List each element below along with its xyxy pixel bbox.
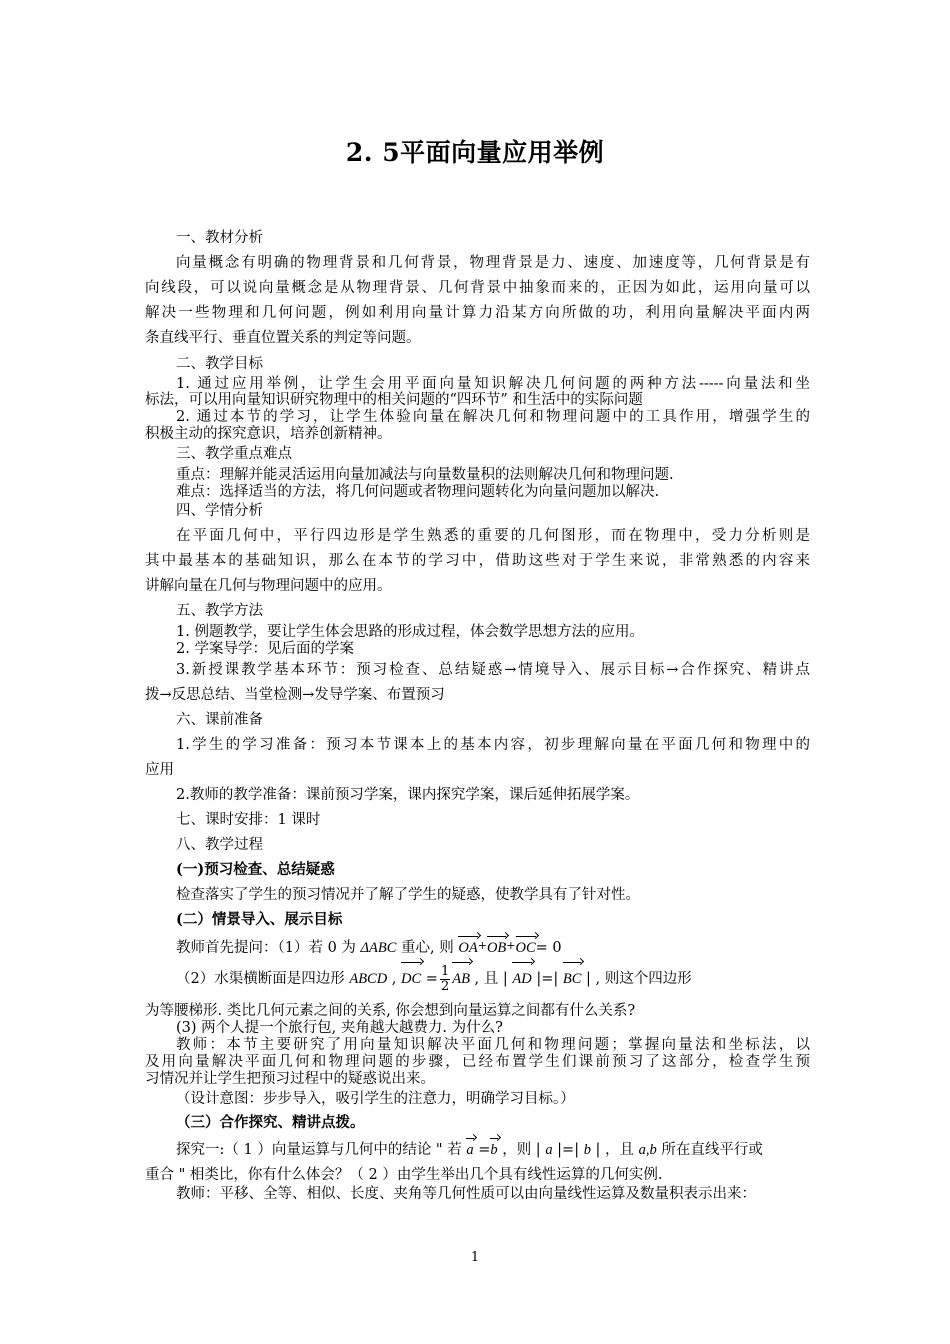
quad-abcd: ABCD: [349, 971, 388, 987]
paragraph-line: 检查落实了学生的预习情况并了解了学生的疑惑，使教学具有了针对性。: [176, 887, 640, 903]
section-heading: 六、课前准备: [176, 712, 263, 728]
paragraph-line: 重合 " 相类比，你有什么体会？（ 2 ）由学生举出几个具有线性运算的几何实例.: [145, 1167, 663, 1183]
fraction-half: [440, 965, 450, 994]
vector-ad: AD: [512, 964, 531, 994]
prep-item: 2.教师的教学准备：课前预习学案，课内探究学案，课后延伸拓展学案。: [176, 787, 640, 803]
section-heading: 二、教学目标: [176, 356, 263, 372]
text-span: , 且 |: [469, 971, 513, 987]
subsection-heading: （三）合作探究、精讲点拨。: [176, 1114, 365, 1131]
design-intent: （设计意图：步步导入，吸引学生的注意力，明确学习目标。）: [176, 1091, 575, 1107]
paragraph-line: 标法，可以用向量知识研究物理中的相关问题的“四环节” 和生活中的实际问题: [145, 392, 643, 408]
text-span: 重心, 则: [396, 940, 459, 956]
var-ab: a,b: [638, 1142, 657, 1158]
subsection-heading: (二）情景导入、展示目标: [176, 911, 343, 928]
method-item: 3.新授课教学基本环节：预习检查、总结疑惑→情境导入、展示目标→合作探究、精讲点: [176, 662, 810, 678]
paragraph-line: 向线段，可以说向量概念是从物理背景、几何背景中抽象而来的，正因为如此，运用向量可以: [145, 280, 810, 296]
vector-dc: DC: [401, 964, 421, 994]
question-1: [176, 936, 810, 958]
paragraph-line: 为等腰梯形. 类比几何元素之间的关系, 你会想到向量运算之间都有什么关系?: [145, 1003, 636, 1019]
plus-sign: +: [506, 939, 516, 952]
equals-sign: =: [425, 971, 438, 987]
text-span: |=|: [552, 1142, 584, 1158]
text-span: （2）水渠横断面是四边形: [176, 971, 350, 987]
text-span: ,: [387, 971, 402, 987]
question-3: (3) 两个人提一个旅行包, 夹角越大越费力. 为什么?: [176, 1020, 503, 1036]
var-b: b: [583, 1142, 591, 1158]
vector-oc: OC: [515, 940, 536, 956]
var-a: a: [545, 1142, 553, 1158]
exploration-1: [176, 1140, 810, 1160]
equals-sign: =: [478, 1142, 491, 1158]
section-heading: 五、教学方法: [176, 603, 263, 619]
paragraph-line: 教师：本节主要研究了用向量知识解决平面几何和物理问题；掌握向量法和坐标法，以: [176, 1037, 810, 1053]
paragraph-line: 讲解向量在几何与物理问题中的应用。: [145, 578, 392, 594]
fraction-numerator: 1: [440, 963, 450, 979]
vector-bc: BC: [563, 964, 582, 994]
section-heading: 一、教材分析: [176, 230, 263, 246]
triangle-symbol: ΔABC: [360, 940, 397, 956]
method-item: 1. 例题教学，要让学生体会思路的形成过程，体会数学思想方法的应用。: [176, 624, 644, 640]
text-span: 所在直线平行或: [656, 1142, 763, 1158]
vector-ab: AB: [452, 964, 470, 994]
paragraph-line: 习情况并让学生把预习过程中的疑惑说出来。: [145, 1071, 435, 1087]
prep-item: 应用: [145, 762, 174, 778]
text-span: 探究一:（ 1 ）向量运算与几何中的结论 " 若: [176, 1142, 467, 1158]
text-span: | , 则这个四边形: [581, 971, 692, 987]
vector-a: a: [466, 1142, 474, 1158]
prep-item: 1.学生的学习准备：预习本节课本上的基本内容，初步理解向量在平面几何和物理中的: [176, 737, 810, 753]
plus-sign: +: [477, 939, 487, 952]
text-span: |=|: [531, 971, 563, 987]
paragraph-line: 解决一些物理和几何问题，例如利用向量计算力沿某方向所做的功，利用向量解决平面内两: [145, 305, 810, 321]
paragraph-line: 积极主动的探究意识，培养创新精神。: [145, 426, 392, 442]
page-title: 2. 5平面向量应用举例: [345, 138, 605, 167]
question-2: [176, 964, 810, 994]
difficult-point: 难点：选择适当的方法，将几何问题或者物理问题转化为向量问题加以解决.: [176, 484, 660, 500]
text-span: 教师首先提问：（1）若 0 为: [176, 940, 361, 956]
subsection-heading: (一)预习检查、总结疑惑: [176, 861, 335, 878]
paragraph-line: 教师：平移、全等、相似、长度、夹角等几何性质可以由向量线性运算及数量积表示出来：: [176, 1186, 756, 1202]
method-item: 拨→反思总结、当堂检测→发导学案、布置预习: [145, 687, 445, 703]
key-point: 重点：理解并能灵活运用向量加减法与向量数量积的法则解决几何和物理问题.: [176, 467, 674, 483]
paragraph-line: 1. 通过应用举例，让学生会用平面向量知识解决几何问题的两种方法-----向量法和坐: [176, 376, 810, 392]
paragraph-line: 在平面几何中，平行四边形是学生熟悉的重要的几何图形，而在物理中，受力分析则是: [176, 528, 810, 544]
section-heading: 七、课时安排：1 课时: [176, 812, 321, 828]
paragraph-line: 2. 通过本节的学习，让学生体验向量在解决几何和物理问题中的工具作用，增强学生的: [176, 409, 810, 425]
page-number: 1: [470, 1250, 480, 1265]
paragraph-line: 条直线平行、垂直位置关系的判定等问题。: [145, 330, 421, 346]
paragraph-line: 其中最基本的基础知识，那么在本节的学习中，借助这些对于学生来说，非常熟悉的内容来: [145, 553, 810, 569]
paragraph-line: 向量概念有明确的物理背景和几何背景，物理背景是力、速度、加速度等，几何背景是有: [176, 255, 810, 271]
paragraph-line: 及用向量解决平面几何和物理问题的步骤，已经布置学生们课前预习了这部分，检查学生预: [145, 1054, 810, 1070]
vector-b: b: [490, 1142, 498, 1158]
text-span: ，则 |: [497, 1142, 546, 1158]
vector-ob: OB: [486, 940, 507, 956]
method-item: 2. 学案导学：见后面的学案: [176, 641, 354, 657]
equals-zero: = 0: [535, 940, 562, 956]
vector-oa: OA: [458, 940, 478, 956]
fraction-denominator: 2: [440, 978, 450, 994]
text-span: | ，且: [590, 1142, 639, 1158]
section-heading: 四、学情分析: [176, 503, 263, 519]
section-heading: 三、教学重点难点: [176, 446, 292, 462]
section-heading: 八、教学过程: [176, 837, 263, 853]
